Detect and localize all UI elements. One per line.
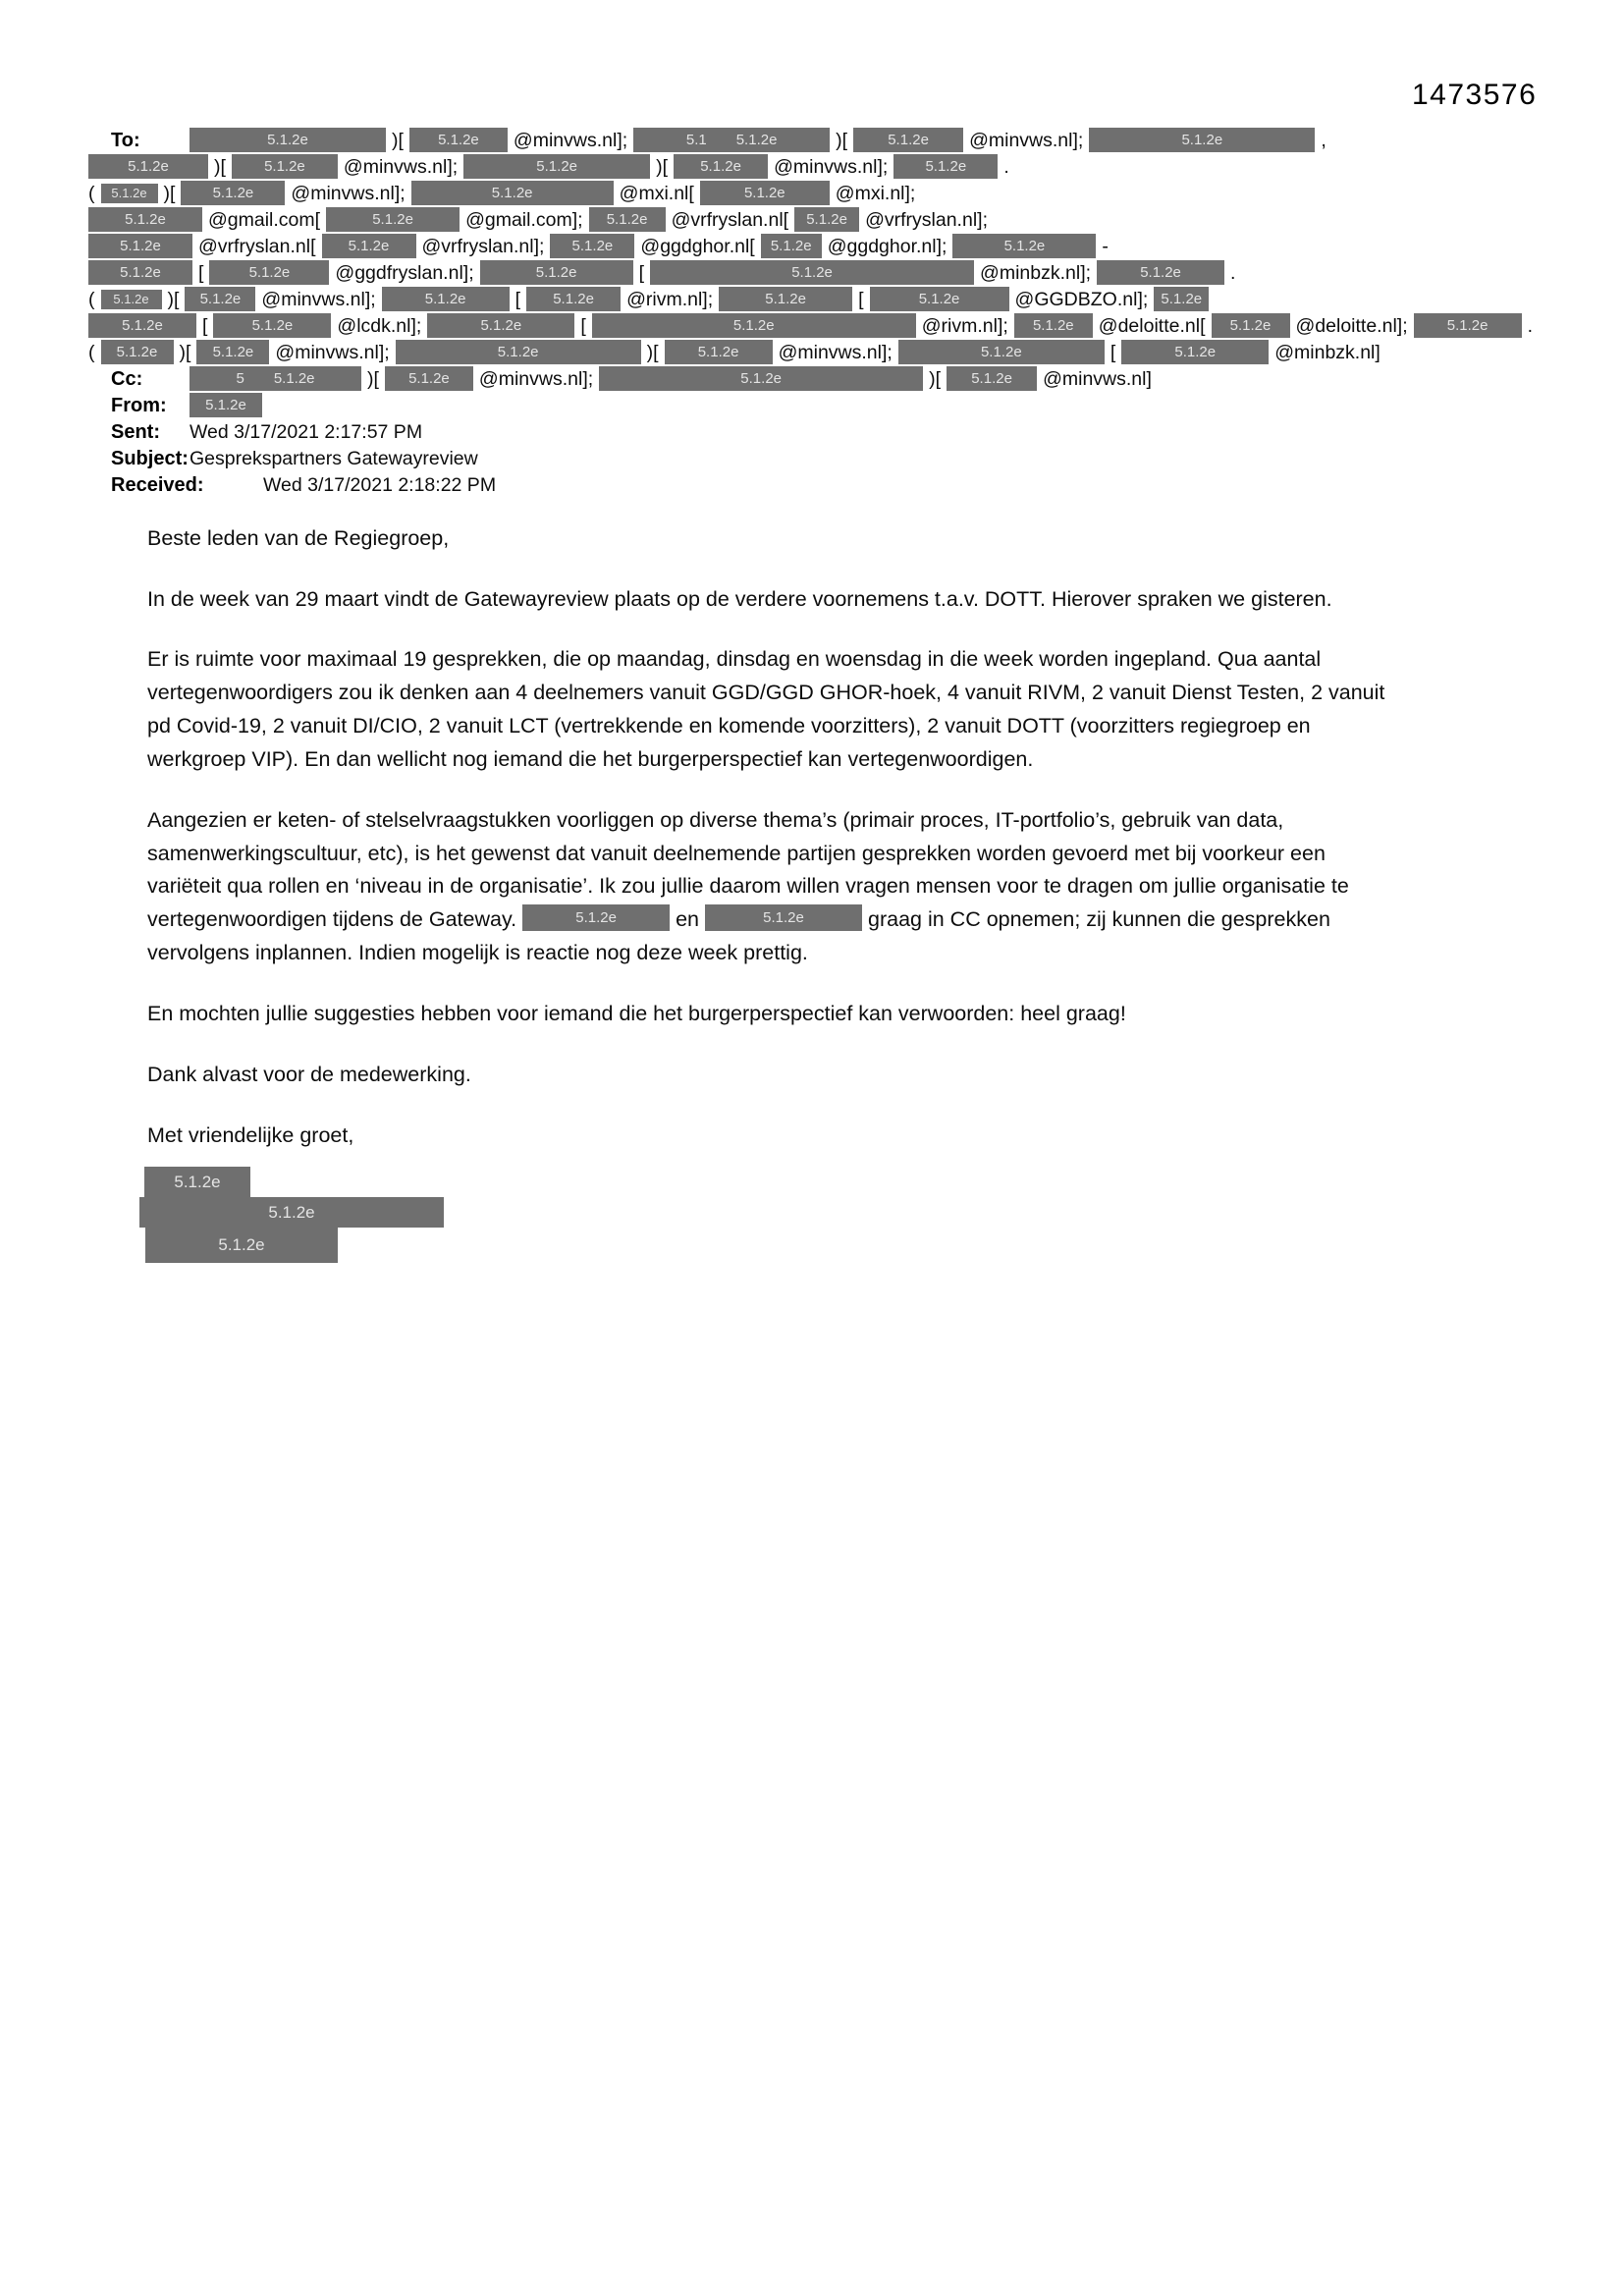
redaction-box: 5.1.2e xyxy=(88,313,196,338)
text-run: Wed 3/17/2021 2:17:57 PM xyxy=(189,421,423,444)
body-line xyxy=(147,742,1502,776)
body-line xyxy=(147,709,1502,742)
body-line xyxy=(147,837,1502,870)
body-paragraph xyxy=(147,521,1502,555)
text-run: samenwerkingscultuur, etc), is het gewenst dat vanuit deelnemende partijen gesprekken worden gevoerd met bij voorkeur een xyxy=(147,841,1326,865)
text-run: @vrfryslan.nl]; xyxy=(421,236,545,258)
text-run: Beste leden van de Regiegroep, xyxy=(147,525,450,550)
header-field-label: Received: xyxy=(111,474,204,497)
text-run: Wed 3/17/2021 2:18:22 PM xyxy=(263,474,497,497)
text-run: pd Covid-19, 2 vanuit DI/CIO, 2 vanuit LCT (vertrekkende en komende voorzitters), 2 vanuit DOTT (voorzitters regiegroep en xyxy=(147,714,1311,738)
text-run: )[ xyxy=(367,368,379,391)
header-field-label: To: xyxy=(111,130,140,152)
body-line xyxy=(147,870,1502,903)
redaction-box: 5.1.2e xyxy=(209,260,329,285)
redaction-box: 5.1.2e xyxy=(480,260,633,285)
body-paragraph xyxy=(147,643,1502,776)
text-run: @deloitte.nl[ xyxy=(1098,315,1206,338)
redaction-box: 5.1.2e xyxy=(196,340,269,364)
signature-redaction-box: 5.1.2e xyxy=(139,1197,444,1228)
text-run: )[ xyxy=(929,368,942,391)
signature-block xyxy=(139,1167,444,1263)
text-run: . xyxy=(1527,315,1534,338)
text-run: @minvws.nl]; xyxy=(513,130,628,152)
text-run: Aangezien er keten- of stelselvraagstukken voorliggen op diverse thema’s (primair proces, IT-portfolio’s, gebruik van data, xyxy=(147,807,1284,832)
text-run: )[ xyxy=(163,183,176,205)
redaction-box: 5.1.2e xyxy=(952,234,1096,258)
text-run: @minvws.nl]; xyxy=(261,289,376,311)
body-line xyxy=(147,582,1502,616)
header-field-label: Sent: xyxy=(111,421,160,444)
text-run: @minvws.nl]; xyxy=(343,156,459,179)
redaction-box: 5.1.2e xyxy=(326,207,460,232)
text-run: graag in CC opnemen; zij kunnen die gesprekken xyxy=(868,907,1330,932)
redaction-box: 5.1.2e xyxy=(409,128,508,152)
indent-spacer xyxy=(189,490,263,491)
text-run: [ xyxy=(580,315,586,338)
redaction-box: 5.1.2e xyxy=(185,287,255,311)
body-line xyxy=(147,803,1502,837)
redaction-box: 5.1.2e xyxy=(893,154,998,179)
text-run: )[ xyxy=(656,156,669,179)
text-run: [ xyxy=(858,289,864,311)
redaction-box: 5.1.2e xyxy=(853,128,963,152)
text-run: werkgroep VIP). En dan wellicht nog iemand die het burgerperspectief kan vertegenwoordigen. xyxy=(147,746,1034,771)
header-line xyxy=(88,154,1533,181)
text-run: @minvws.nl]; xyxy=(969,130,1084,152)
header-line xyxy=(88,340,1533,366)
redaction-box: 5.1.2e xyxy=(700,181,830,205)
text-run: ( xyxy=(88,289,95,311)
header-field-label: From: xyxy=(111,395,167,417)
text-run: , xyxy=(1321,130,1326,152)
text-run: . xyxy=(1230,262,1236,285)
redaction-box: 5.1.2e xyxy=(550,234,634,258)
redaction-box: 5.1.2e xyxy=(947,366,1037,391)
header-line xyxy=(88,446,1533,472)
redaction-box: 5.1.2e xyxy=(88,207,202,232)
text-run: @lcdk.nl]; xyxy=(337,315,422,338)
text-run: [ xyxy=(638,262,645,285)
header-line xyxy=(88,419,1533,446)
text-run: @minvws.nl]; xyxy=(478,368,594,391)
redaction-box: 5.1.2e xyxy=(181,181,285,205)
text-run: @minvws.nl] xyxy=(1043,368,1152,391)
text-run: variëteit qua rollen en ‘niveau in de organisatie’. Ik zou jullie daarom willen vragen mensen voor te dragen om jullie organisatie te xyxy=(147,874,1349,899)
text-run: @vrfryslan.nl[ xyxy=(198,236,316,258)
redaction-box: 5.1.2e xyxy=(411,181,614,205)
redaction-box: 5.1.2e xyxy=(1014,313,1093,338)
text-run: @gmail.com]; xyxy=(465,209,583,232)
text-run: @minvws.nl]; xyxy=(291,183,406,205)
redaction-box: 5.1.2e xyxy=(870,287,1009,311)
redaction-box: 5.1.2e xyxy=(794,207,859,232)
text-run: [ xyxy=(1110,342,1116,364)
body-line xyxy=(147,521,1502,555)
text-run: en xyxy=(676,907,700,932)
email-header xyxy=(88,128,1533,499)
redaction-box: 5.1.2e xyxy=(1121,340,1269,364)
redaction-box: 5.1.2e xyxy=(385,366,473,391)
redaction-box: 5.1.2e xyxy=(1414,313,1522,338)
redaction-box: 5.1.2e xyxy=(674,154,768,179)
redaction-box: 5.1.2e xyxy=(101,184,158,203)
redaction-box: 5.1.2e xyxy=(88,154,208,179)
header-line xyxy=(88,234,1533,260)
text-run: @ggdghor.nl[ xyxy=(640,236,755,258)
header-line xyxy=(88,128,1533,154)
header-field-label: Cc: xyxy=(111,368,143,391)
text-run: ( xyxy=(88,183,95,205)
text-run: Dank alvast voor de medewerking. xyxy=(147,1062,471,1086)
text-run: Met vriendelijke groet, xyxy=(147,1122,354,1147)
redaction-box: 5.1.2e xyxy=(396,340,641,364)
text-run: [ xyxy=(514,289,521,311)
redaction-box: 5.1.2e xyxy=(898,340,1105,364)
text-run: )[ xyxy=(179,342,191,364)
signature-redaction-box: 5.1.2e xyxy=(144,1167,250,1197)
text-run: vertegenwoordigers zou ik denken aan 4 deelnemers vanuit GGD/GGD GHOR-hoek, 4 vanuit RIVM, 2 vanuit Dienst Testen, 2 vanuit xyxy=(147,681,1385,705)
text-run: )[ xyxy=(167,289,180,311)
header-line xyxy=(88,260,1533,287)
text-run: )[ xyxy=(392,130,404,152)
body-line xyxy=(147,676,1502,709)
text-run: [ xyxy=(198,262,204,285)
body-line xyxy=(147,1119,1502,1152)
redaction-box: 5.1.2e xyxy=(232,154,338,179)
text-run: @mxi.nl]; xyxy=(835,183,916,205)
text-run: ( xyxy=(88,342,95,364)
text-run: )[ xyxy=(836,130,848,152)
redaction-box: 5.1.2e xyxy=(705,904,862,931)
text-run: @mxi.nl[ xyxy=(619,183,694,205)
redaction-box: 5.1.2e xyxy=(589,207,666,232)
redaction-box: 5.1.2e xyxy=(463,154,650,179)
redaction-box: 5.1.2e xyxy=(719,287,852,311)
body-line xyxy=(147,936,1502,969)
body-line xyxy=(147,643,1502,677)
redaction-box: 5.1.2e xyxy=(382,287,510,311)
redaction-box: 5.1.2e xyxy=(427,313,574,338)
body-paragraph xyxy=(147,1119,1502,1152)
redaction-box: 5.1.2e xyxy=(1154,287,1209,311)
redaction-box: 5.1.2e xyxy=(526,287,621,311)
header-field-label: Subject: xyxy=(111,448,189,470)
text-run: @minbzk.nl] xyxy=(1274,342,1380,364)
redaction-box: 5.1.2e xyxy=(665,340,773,364)
redaction-box: 5.1.2e xyxy=(101,340,174,364)
body-paragraph xyxy=(147,1058,1502,1091)
body-line xyxy=(147,1058,1502,1091)
text-run: . xyxy=(1003,156,1009,179)
redaction-box: 5 5.1.2e xyxy=(189,366,361,391)
redaction-box: 5.1.2e xyxy=(213,313,331,338)
body-line xyxy=(147,997,1502,1030)
text-run: @deloitte.nl]; xyxy=(1295,315,1408,338)
text-run: - xyxy=(1102,236,1109,258)
header-line xyxy=(88,472,1533,499)
redaction-box: 5.1.2e xyxy=(88,260,192,285)
text-run: In de week van 29 maart vindt de Gatewayreview plaats op de verdere voornemens t.a.v. DOTT. Hierover spraken we gisteren. xyxy=(147,586,1332,611)
text-run: @vrfryslan.nl]; xyxy=(865,209,988,232)
redaction-box: 5.1.2e xyxy=(1212,313,1290,338)
header-line xyxy=(88,181,1533,207)
redaction-box: 5.1.2e xyxy=(599,366,923,391)
body-paragraph xyxy=(147,997,1502,1030)
text-run: @ggdghor.nl]; xyxy=(827,236,947,258)
redaction-box: 5.1.2e xyxy=(761,234,822,258)
redaction-box: 5.1.2e xyxy=(1089,128,1315,152)
redaction-box: 5.1.2e xyxy=(88,234,192,258)
body-paragraph xyxy=(147,582,1502,616)
redaction-box: 5.1 5.1.2e xyxy=(633,128,830,152)
signature-redaction-box: 5.1.2e xyxy=(145,1228,338,1263)
text-run: @minvws.nl]; xyxy=(275,342,390,364)
text-run: @rivm.nl]; xyxy=(626,289,714,311)
redaction-box: 5.1.2e xyxy=(189,128,386,152)
header-line xyxy=(88,393,1533,419)
redaction-box: 5.1.2e xyxy=(101,290,162,309)
text-run: @minbzk.nl]; xyxy=(980,262,1092,285)
text-run: @minvws.nl]; xyxy=(774,156,889,179)
body-paragraph xyxy=(147,803,1502,969)
text-run: @rivm.nl]; xyxy=(921,315,1008,338)
redaction-box: 5.1.2e xyxy=(650,260,974,285)
text-run: vertegenwoordigen tijdens de Gateway. xyxy=(147,907,517,932)
header-line xyxy=(88,366,1533,393)
text-run: @ggdfryslan.nl]; xyxy=(335,262,474,285)
redaction-box: 5.1.2e xyxy=(322,234,416,258)
text-run: Er is ruimte voor maximaal 19 gesprekken, die op maandag, dinsdag en woensdag in die week worden ingepland. Qua aantal xyxy=(147,647,1322,672)
document-number: 1473576 xyxy=(1412,79,1538,111)
redaction-box: 5.1.2e xyxy=(189,393,262,417)
text-run: @vrfryslan.nl[ xyxy=(671,209,789,232)
text-run: @GGDBZO.nl]; xyxy=(1014,289,1149,311)
text-run: )[ xyxy=(646,342,659,364)
text-run: @gmail.com[ xyxy=(208,209,321,232)
text-run: vervolgens inplannen. Indien mogelijk is reactie nog deze week prettig. xyxy=(147,941,808,965)
text-run: [ xyxy=(202,315,208,338)
text-run: En mochten jullie suggesties hebben voor iemand die het burgerperspectief kan verwoorden: heel graag! xyxy=(147,1001,1126,1025)
redaction-box: 5.1.2e xyxy=(592,313,916,338)
text-run: Gesprekspartners Gatewayreview xyxy=(189,448,478,470)
redaction-box: 5.1.2e xyxy=(522,904,670,931)
header-line xyxy=(88,207,1533,234)
header-line xyxy=(88,313,1533,340)
text-run: )[ xyxy=(214,156,226,179)
body-line xyxy=(147,902,1502,936)
header-line xyxy=(88,287,1533,313)
email-body xyxy=(147,521,1502,1179)
text-run: @minvws.nl]; xyxy=(778,342,893,364)
redaction-box: 5.1.2e xyxy=(1097,260,1224,285)
